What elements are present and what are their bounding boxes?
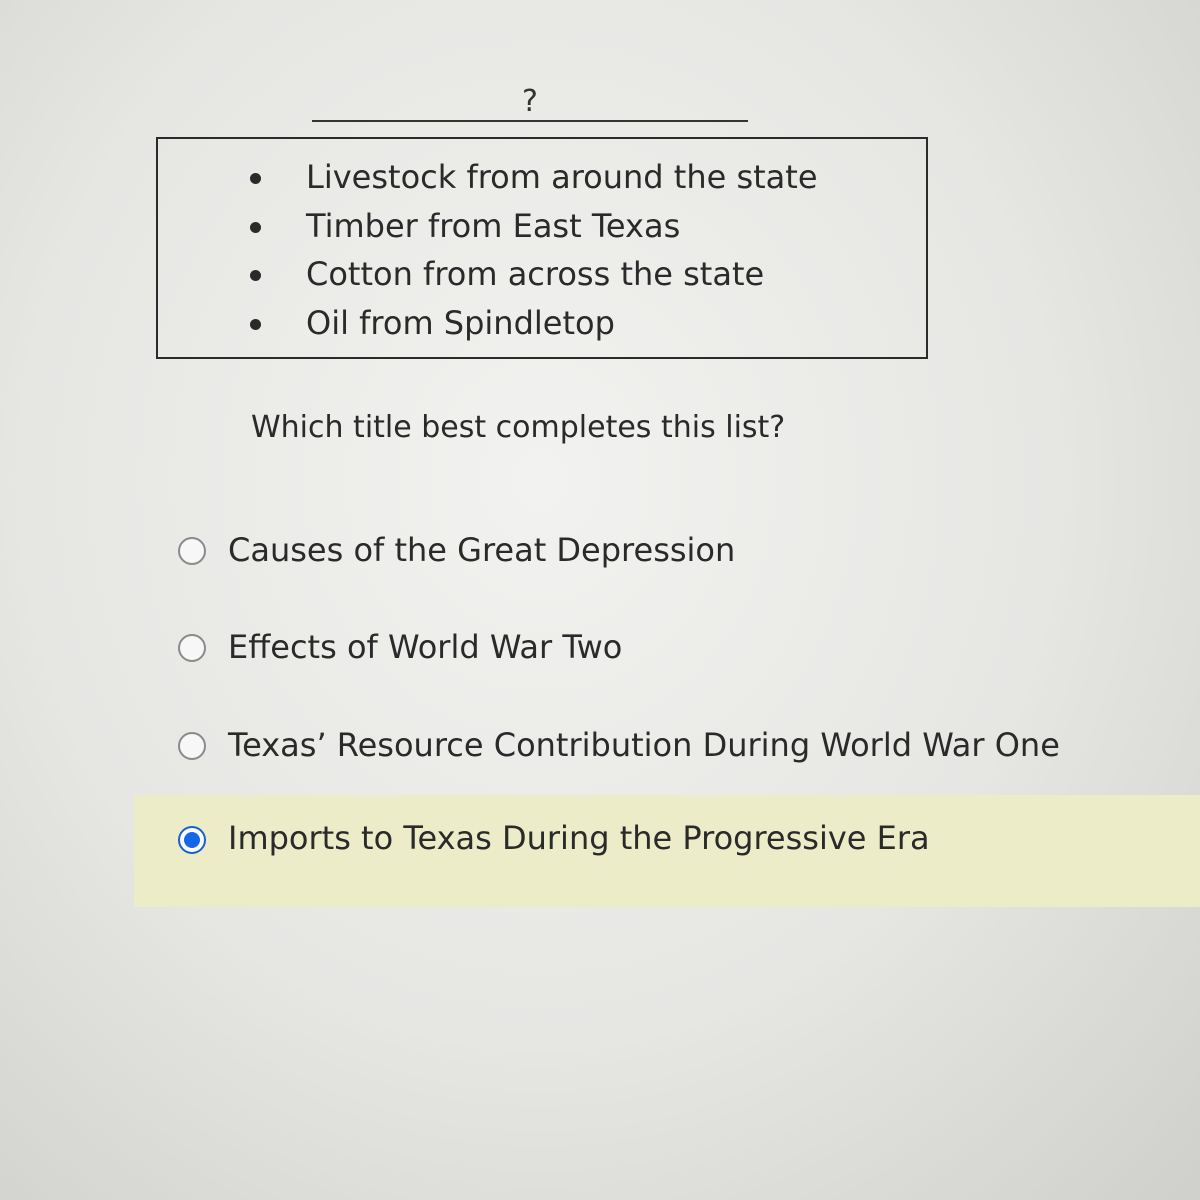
list-item-text: Cotton from across the state — [306, 255, 765, 293]
bullet-icon — [250, 270, 261, 281]
question-prompt: Which title best completes this list? — [251, 410, 786, 445]
bullet-icon — [250, 173, 261, 184]
radio-button-icon[interactable] — [178, 732, 206, 760]
bullet-icon — [250, 319, 261, 330]
answer-option-label[interactable]: Effects of World War Two — [228, 628, 623, 666]
answer-option-label[interactable]: Imports to Texas During the Progressive Era — [228, 819, 930, 857]
answer-option-label[interactable]: Causes of the Great Depression — [228, 531, 736, 569]
list-item-text: Timber from East Texas — [306, 206, 681, 245]
answer-option-4-selected[interactable] — [134, 795, 1200, 907]
radio-button-selected-icon[interactable] — [178, 826, 206, 854]
list-item-text: Oil from Spindletop — [306, 303, 615, 342]
answer-option-1[interactable] — [134, 505, 1200, 595]
radio-button-icon[interactable] — [178, 634, 206, 662]
list-title-blank: ? — [312, 84, 748, 122]
answer-option-2[interactable] — [134, 602, 1200, 692]
bullet-icon — [250, 222, 261, 233]
resource-list-box — [156, 137, 928, 359]
radio-button-icon[interactable] — [178, 537, 206, 565]
list-item-text: Livestock from around the state — [306, 158, 818, 196]
answer-option-3[interactable] — [134, 700, 1200, 790]
answer-option-label[interactable]: Texas’ Resource Contribution During World War One — [228, 726, 1060, 764]
